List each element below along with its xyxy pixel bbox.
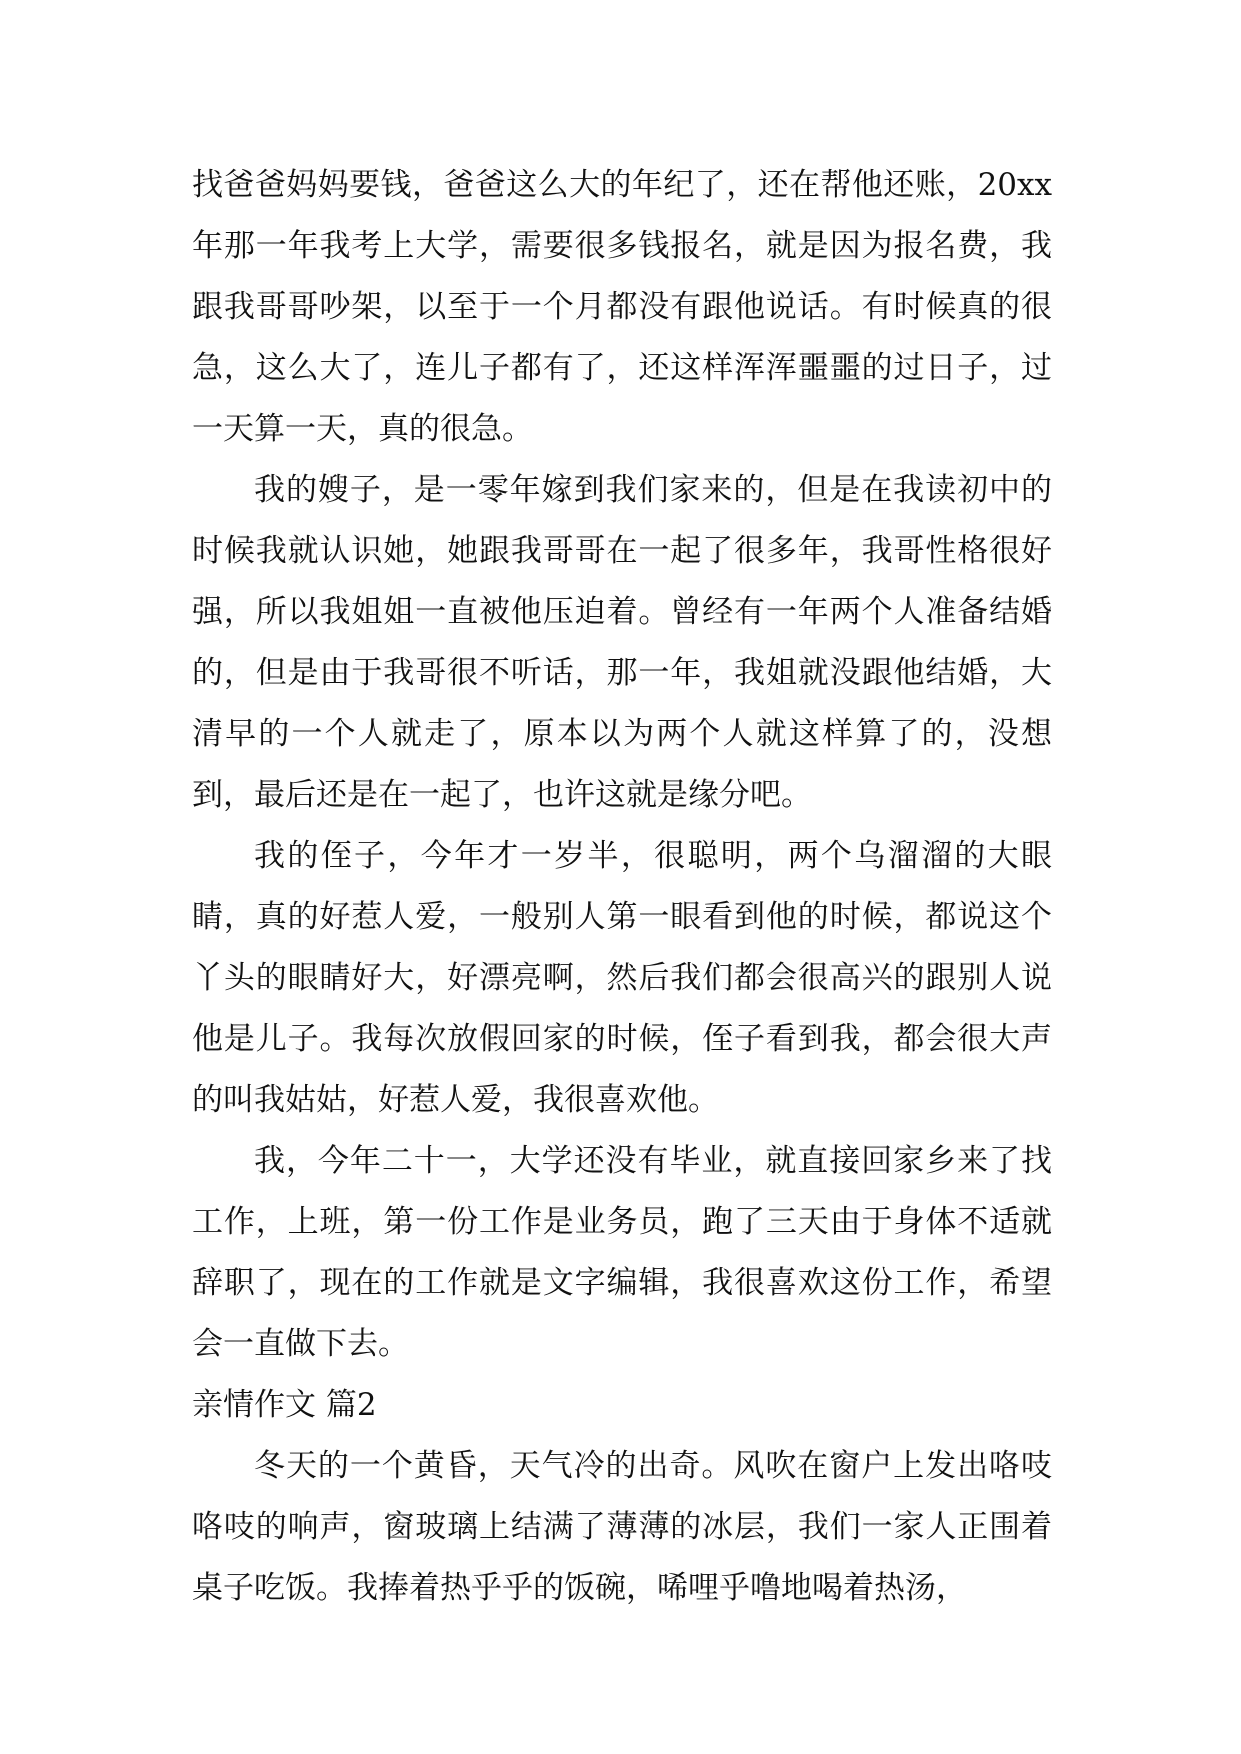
paragraph-2: 我的嫂子，是一零年嫁到我们家来的，但是在我读初中的时候我就认识她，她跟我哥哥在一起了很多年，我哥性格很好强，所以我姐姐一直被他压迫着。曾经有一年两个人准备结婚的，但是由于我哥很不听话，那一年，我姐就没跟他结婚，大清早的一个人就走了，原本以为两个人就这样算了的，没想到，最后还是在一起了，也许这就是缘分吧。	[192, 472, 1052, 813]
section-heading: 亲情作文 篇2	[192, 1387, 377, 1423]
document-body	[192, 155, 1052, 1619]
paragraph-4: 我，今年二十一，大学还没有毕业，就直接回家乡来了找工作，上班，第一份工作是业务员，跑了三天由于身体不适就辞职了，现在的工作就是文字编辑，我很喜欢这份工作，希望会一直做下去。	[192, 1143, 1052, 1362]
paragraph-3: 我的侄子，今年才一岁半，很聪明，两个乌溜溜的大眼睛，真的好惹人爱，一般别人第一眼看到他的时候，都说这个丫头的眼睛好大，好漂亮啊，然后我们都会很高兴的跟别人说他是儿子。我每次放假回家的时候，侄子看到我，都会很大声的叫我姑姑，好惹人爱，我很喜欢他。	[192, 838, 1052, 1118]
paragraph-5: 冬天的一个黄昏，天气冷的出奇。风吹在窗户上发出咯吱咯吱的响声，窗玻璃上结满了薄薄的冰层，我们一家人正围着桌子吃饭。我捧着热乎乎的饭碗，唏哩乎噜地喝着热汤，	[192, 1448, 1052, 1606]
paragraph-1: 找爸爸妈妈要钱，爸爸这么大的年纪了，还在帮他还账，20xx年那一年我考上大学，需要很多钱报名，就是因为报名费，我跟我哥哥吵架，以至于一个月都没有跟他说话。有时候真的很急，这么大了，连儿子都有了，还这样浑浑噩噩的过日子，过一天算一天，真的很急。	[192, 167, 1052, 447]
